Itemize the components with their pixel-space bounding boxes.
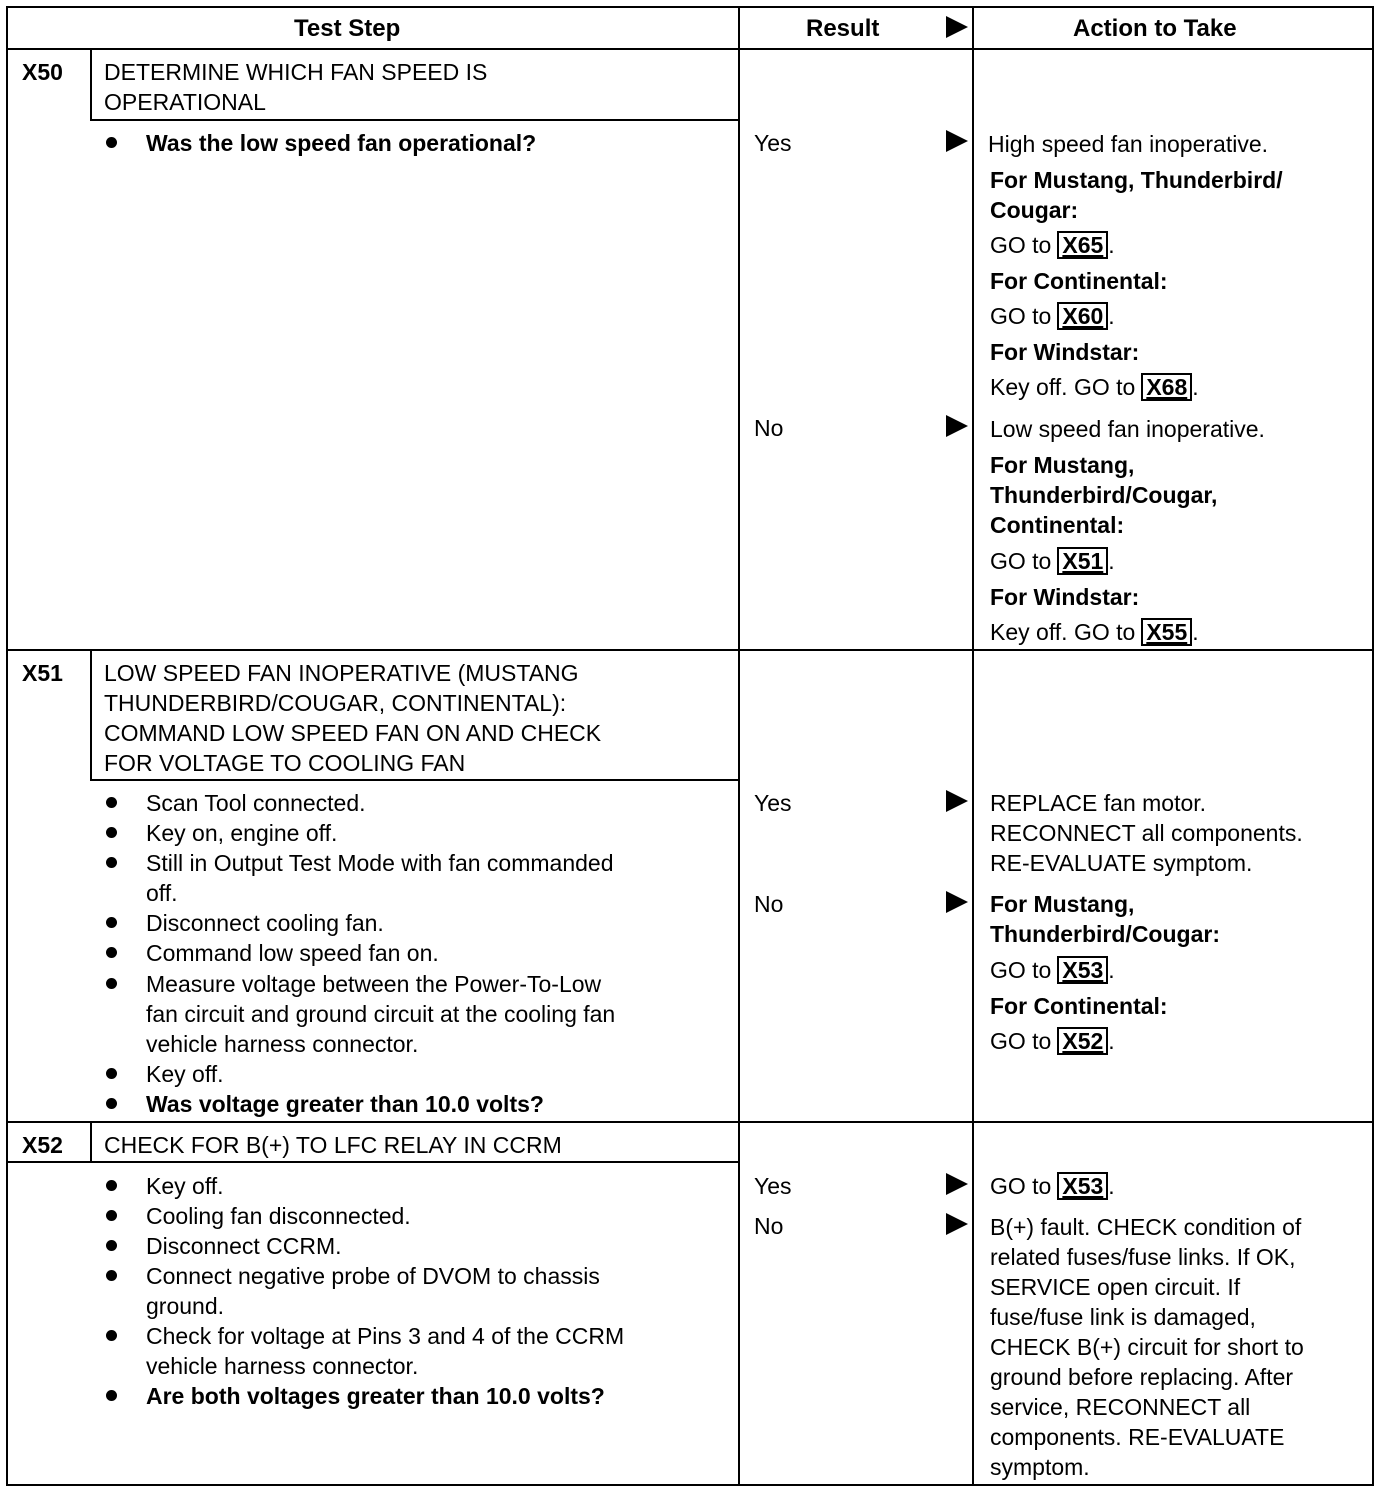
step-reference-x52[interactable]: X52 [1057,1027,1108,1055]
x52-result-no: No [754,1213,784,1239]
x52-step5-line2: vehicle harness connector. [146,1353,419,1379]
bullet-icon [106,1180,117,1191]
header-action: Action to Take [1073,15,1237,42]
x52-step3: Disconnect CCRM. [146,1233,342,1259]
x52-no-action-line8: components. RE-EVALUATE [990,1424,1285,1450]
x51-title-line1: LOW SPEED FAN INOPERATIVE (MUSTANG [104,660,579,686]
x51-yes-action-line1: REPLACE fan motor. [990,790,1207,816]
x51-result-no: No [754,891,784,917]
x51-no-action-line1: For Mustang, [990,891,1135,917]
x50-yes-keyoff-line: Key off. GO to X68 . [990,374,1199,400]
x50-title-line1: DETERMINE WHICH FAN SPEED IS [104,59,488,85]
x52-title-underline [6,1161,738,1163]
x51-step4: Disconnect cooling fan. [146,910,384,936]
bullet-icon [106,137,117,148]
x52-title: CHECK FOR B(+) TO LFC RELAY IN CCRM [104,1132,562,1158]
bullet-icon [106,947,117,958]
x51-yes-action-line2: RECONNECT all components. [990,820,1303,846]
x50-title-underline [90,119,738,121]
arrow-icon [946,1213,968,1235]
x50-yes-continental: For Continental: [990,268,1168,294]
x52-no-action-line2: related fuses/fuse links. If OK, [990,1244,1296,1270]
table-left-border [6,6,8,1486]
arrow-icon [946,891,968,913]
x50-no-keyoff-line: Key off. GO to X55 . [990,619,1199,645]
step-reference-x65[interactable]: X65 [1057,231,1108,259]
id-column-divider-x50 [90,48,92,121]
bullet-icon [106,1390,117,1401]
x51-no-go-line1: GO to X53 . [990,957,1115,983]
x51-step5: Command low speed fan on. [146,940,439,966]
id-column-divider-x51 [90,649,92,781]
header-arrow-icon [946,16,968,38]
arrow-icon [946,415,968,437]
x51-step3-line1: Still in Output Test Mode with fan commanded [146,850,614,876]
x50-yes-action-line2: For Mustang, Thunderbird/ [990,167,1283,193]
arrow-icon [946,1173,968,1195]
x50-result-no: No [754,415,784,441]
x51-step6-line1: Measure voltage between the Power-To-Low [146,971,602,997]
x52-no-action-line6: ground before replacing. After [990,1364,1294,1390]
x51-no-go-line2: GO to X52 . [990,1028,1115,1054]
x52-result-yes: Yes [754,1173,792,1199]
step-reference-x55[interactable]: X55 [1141,618,1192,646]
x50-result-yes: Yes [754,130,792,156]
x50-bottom-border [6,649,1374,651]
x52-step4-line2: ground. [146,1293,225,1319]
step-reference-x53[interactable]: X53 [1057,1172,1108,1200]
x50-no-go-line: GO to X51 . [990,548,1115,574]
x51-step7: Key off. [146,1061,224,1087]
x52-no-action-line1: B(+) fault. CHECK condition of [990,1214,1302,1240]
bullet-icon [106,1098,117,1109]
x50-no-action-line1: Low speed fan inoperative. [990,416,1265,442]
bullet-icon [106,797,117,808]
step-reference-x53[interactable]: X53 [1057,956,1108,984]
x52-no-action-line3: SERVICE open circuit. If [990,1274,1241,1300]
x51-step3-line2: off. [146,880,178,906]
x50-yes-go-line1: GO to X65 . [990,232,1115,258]
step-id-x52: X52 [22,1132,63,1158]
x51-title-line4: FOR VOLTAGE TO COOLING FAN [104,750,466,776]
x51-step1: Scan Tool connected. [146,790,366,816]
x52-step2: Cooling fan disconnected. [146,1203,411,1229]
x50-no-action-line4: Continental: [990,512,1125,538]
step-reference-x60[interactable]: X60 [1057,302,1108,330]
x52-step5-line1: Check for voltage at Pins 3 and 4 of the CCRM [146,1323,625,1349]
x50-no-action-line3: Thunderbird/Cougar, [990,482,1218,508]
step-reference-x51[interactable]: X51 [1057,547,1108,575]
x50-no-windstar: For Windstar: [990,584,1140,610]
table-right-border [1372,6,1374,1486]
x52-no-action-line7: service, RECONNECT all [990,1394,1251,1420]
x51-yes-action-line3: RE-EVALUATE symptom. [990,850,1253,876]
x50-yes-go-line2: GO to X60 . [990,303,1115,329]
x50-yes-windstar: For Windstar: [990,339,1140,365]
x51-result-yes: Yes [754,790,792,816]
x51-question: Was voltage greater than 10.0 volts? [146,1091,544,1117]
x50-title-line2: OPERATIONAL [104,89,266,115]
action-column-left-border [972,6,974,1486]
x52-step1: Key off. [146,1173,224,1199]
table-bottom-border [6,1484,1374,1486]
bullet-icon [106,827,117,838]
header-test-step: Test Step [294,15,401,42]
arrow-icon [946,130,968,152]
x51-title-underline [90,779,738,781]
bullet-icon [106,1068,117,1079]
x50-no-action-line2: For Mustang, [990,452,1135,478]
x51-title-line3: COMMAND LOW SPEED FAN ON AND CHECK [104,720,602,746]
table-top-border [6,6,1374,8]
id-column-divider-x52 [90,1121,92,1163]
bullet-icon [106,1210,117,1221]
bullet-icon [106,1240,117,1251]
header-result: Result [806,15,880,42]
x52-yes-go-line: GO to X53 . [990,1173,1115,1199]
x52-step4-line1: Connect negative probe of DVOM to chassis [146,1263,600,1289]
bullet-icon [106,1270,117,1281]
bullet-icon [106,917,117,928]
x52-question: Are both voltages greater than 10.0 volts? [146,1383,605,1409]
x50-yes-action-line1: High speed fan inoperative. [988,131,1269,157]
arrow-icon [946,790,968,812]
step-reference-x68[interactable]: X68 [1141,373,1192,401]
bullet-icon [106,978,117,989]
result-column-left-border [738,6,740,1486]
x50-yes-action-line3: Cougar: [990,197,1079,223]
x50-question: Was the low speed fan operational? [146,130,537,156]
bullet-icon [106,857,117,868]
header-bottom-border [6,48,1374,50]
x51-no-continental: For Continental: [990,993,1168,1019]
step-id-x51: X51 [22,660,63,686]
x51-no-action-line2: Thunderbird/Cougar: [990,921,1220,947]
x51-step2: Key on, engine off. [146,820,338,846]
step-id-x50: X50 [22,59,63,85]
x52-no-action-line9: symptom. [990,1454,1090,1480]
x52-no-action-line4: fuse/fuse link is damaged, [990,1304,1256,1330]
x52-no-action-line5: CHECK B(+) circuit for short to [990,1334,1304,1360]
bullet-icon [106,1330,117,1341]
x51-step6-line3: vehicle harness connector. [146,1031,419,1057]
x51-title-line2: THUNDERBIRD/COUGAR, CONTINENTAL): [104,690,567,716]
x51-step6-line2: fan circuit and ground circuit at the cooling fan [146,1001,616,1027]
x51-bottom-border [6,1121,1374,1123]
